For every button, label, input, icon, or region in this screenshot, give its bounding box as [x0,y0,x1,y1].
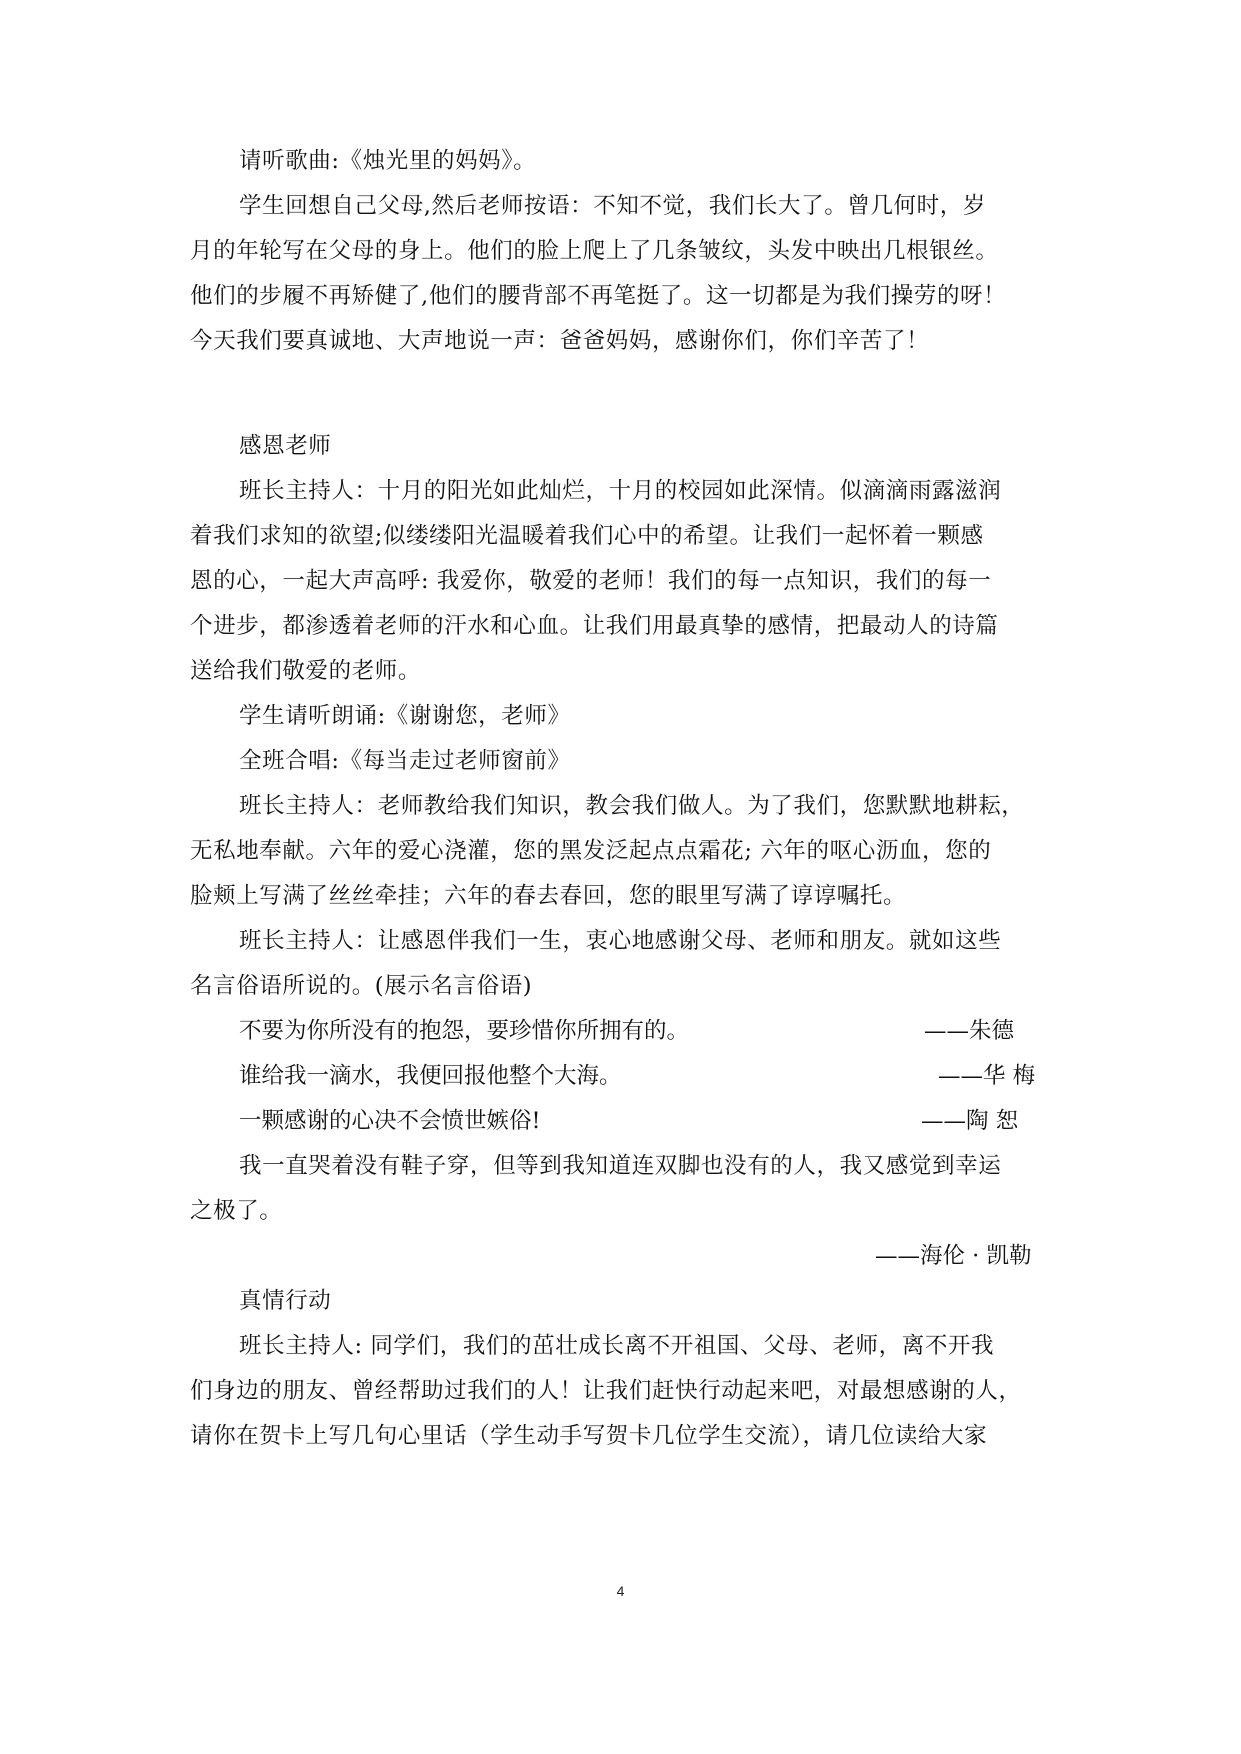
paragraph-host-teachers-line-2: 着我们求知的欲望;似缕缕阳光温暖着我们心中的希望。让我们一起怀着一颗感 [190,523,984,549]
paragraph-host-action-line-3: 请你在贺卡上写几句心里话（学生动手写贺卡几位学生交流），请几位读给大家 [190,1423,988,1449]
paragraph-host-teachers-line-5: 送给我们敬爱的老师。 [190,658,422,684]
quote-author: ——华 梅 [938,1063,1036,1089]
paragraph-host-teachers-line-1: 班长主持人：十月的阳光如此灿烂，十月的校园如此深情。似滴滴雨露滋润 [239,478,1002,504]
paragraph-host-gratitude-line-2: 名言俗语所说的。(展示名言俗语) [190,973,533,999]
paragraph-chorus: 全班合唱:《每当走过老师窗前》 [239,748,571,774]
quote-attribution: ——海伦 · 凯勒 [875,1243,1032,1269]
paragraph-parents-line-3: 他们的步履不再矫健了,他们的腰背部不再笔挺了。这一切都是为我们操劳的呀！ [190,283,1007,309]
paragraph-host-teachers-line-4: 个进步，都渗透着老师的汗水和心血。让我们用最真挚的感情，把最动人的诗篇 [190,613,999,639]
paragraph-helen-quote-line-2: 之极了。 [190,1198,283,1224]
paragraph-host-teach-line-1: 班长主持人：老师教给我们知识，教会我们做人。为了我们，您默默地耕耘， [239,793,1025,819]
paragraph-host-teach-line-3: 脸颊上写满了丝丝牵挂；六年的春去春回，您的眼里写满了谆谆嘱托。 [190,883,907,909]
paragraph-helen-quote-line-1: 我一直哭着没有鞋子穿，但等到我知道连双脚也没有的人，我又感觉到幸运 [239,1153,1002,1179]
paragraph-host-gratitude-line-1: 班长主持人：让感恩伴我们一生，衷心地感谢父母、老师和朋友。就如这些 [239,928,1002,954]
section-heading-thank-teachers: 感恩老师 [239,433,332,459]
quote-text: 不要为你所没有的抱怨，要珍惜你所拥有的。 [239,1018,690,1044]
paragraph-parents-line-2: 月的年轮写在父母的身上。他们的脸上爬上了几条皱纹，头发中映出几根银丝。 [190,238,999,264]
paragraph-recitation: 学生请听朗诵:《谢谢您，老师》 [239,703,571,729]
paragraph-parents-line-1: 学生回想自己父母,然后老师按语：不知不觉，我们长大了。曾几何时，岁 [239,193,986,219]
quote-text: 一颗感谢的心决不会愤世嫉俗! [239,1108,541,1134]
quote-author: ——陶 恕 [921,1108,1019,1134]
section-heading-action: 真情行动 [239,1288,332,1314]
paragraph-song-intro: 请听歌曲:《烛光里的妈妈》。 [239,148,537,174]
paragraph-host-action-line-2: 们身边的朋友、曾经帮助过我们的人！让我们赶快行动起来吧，对最想感谢的人， [190,1378,1022,1404]
paragraph-host-teachers-line-3: 恩的心，一起大声高呼: 我爱你，敬爱的老师！我们的每一点知识，我们的每一 [190,568,992,594]
quote-text: 谁给我一滴水，我便回报他整个大海。 [239,1063,622,1089]
page-number: 4 [616,1583,625,1599]
paragraph-host-action-line-1: 班长主持人: 同学们，我们的茁壮成长离不开祖国、父母、老师，离不开我 [239,1333,995,1359]
paragraph-parents-line-4: 今天我们要真诚地、大声地说一声：爸爸妈妈，感谢你们，你们辛苦了！ [190,328,930,354]
quote-row [239,1061,1049,1091]
quote-author: ——朱德 [924,1018,1015,1044]
paragraph-host-teach-line-2: 无私地奉献。六年的爱心浇灌，您的黑发泛起点点霜花; 六年的呕心沥血，您的 [190,838,992,864]
